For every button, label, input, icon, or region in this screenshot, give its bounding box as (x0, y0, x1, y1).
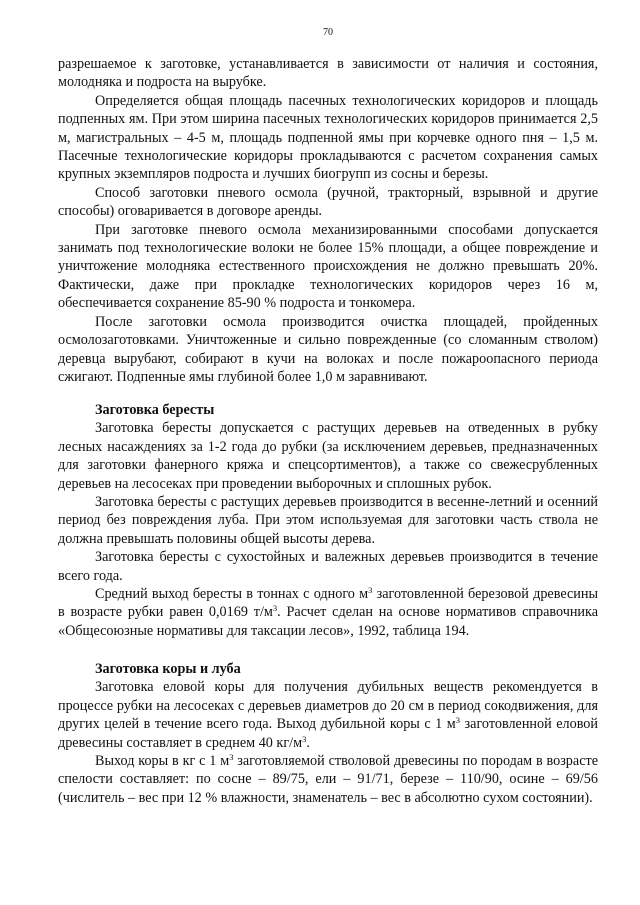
text-run: . (306, 734, 310, 751)
bark-bast-section (58, 660, 598, 807)
superscript: 3 (229, 752, 234, 763)
paragraph-birch-1: Заготовка бересты допускается с растущих деревьев на отведенных в рубку лесных насаждениях за 1-2 года до рубки (за исключением деревьев, предназначенных для заготовки фанерного кряжа и спецсортиментов), а также со свежесрубленных деревьев на лесосеках при проведении выборочных и сплошных рубок. (58, 420, 598, 492)
section-heading-bark-bast: Заготовка коры и луба (95, 661, 241, 677)
superscript: 3 (272, 603, 278, 614)
paragraph-birch-4 (58, 585, 598, 640)
paragraph-bark-1 (58, 678, 598, 752)
text-run: Заготовка еловой коры для получения дубильных веществ рекомендуется в процессе рубки на лесосеках с деревьев диаметров до 20 см в период сокодвижения, для других целей в течение всего года. Выход дубильной коры с 1 м (58, 679, 598, 733)
superscript: 3 (455, 715, 461, 726)
text-run: заготовляемой стволовой древесины по породам в возрасте спелости составляет: по сосне – 89/75, ели – 91/71, березе – 110/90, осине – 69/56 (числитель – вес при 12 % влажности, знаменатель – вес в абсолютно сухом состоянии). (58, 753, 598, 806)
paragraph-birch-3: Заготовка бересты с сухостойных и валежных деревьев производится в течение всего года. (58, 549, 598, 584)
paragraph-intro-5: После заготовки осмола производится очистка площадей, пройденных осмолозаготовками. Уничтоженные и сильно поврежденные (со сломанным стволом) деревца вырубают, собирают в кучи на волоках и после пожароопасного периода сжигают. Подпенные ямы глубиной более 1,0 м заравнивают. (58, 313, 598, 385)
paragraph-intro-3: Способ заготовки пневого осмола (ручной, тракторный, взрывной и другие способы) оговаривается в договоре аренды. (58, 184, 598, 220)
superscript: 3 (302, 733, 307, 744)
paragraph-intro-1: разрешаемое к заготовке, устанавливается в зависимости от наличия и состояния, молодняка и подроста на вырубке. (58, 56, 598, 91)
intro-section (58, 55, 598, 386)
birch-bark-section (58, 401, 598, 640)
section-heading-birch-bark: Заготовка бересты (95, 402, 215, 418)
text-run: заготовленной березовой древесины в возрасте рубки равен 0,0169 т/м (58, 586, 598, 621)
page-number: 70 (323, 27, 333, 38)
paragraph-intro-2: Определяется общая площадь пасечных технологических коридоров и площадь подпенных ям. При этом ширина пасечных технологических коридоров принимается 2,5 м, магистральных – 4-5 м, площадь подпенной ямы при корчевке одного пня – 1,5 м. Пасечные технологические коридоры прокладываются с расчетом сохранения самых крупных экземпляров подроста и лучших биогрупп из сосны и березы. (58, 92, 598, 183)
text-run: . Расчет сделан на основе нормативов справочника «Общесоюзные нормативы для таксации лесов», 1992, таблица 194. (58, 604, 598, 639)
paragraph-bark-2 (58, 752, 598, 807)
paragraph-birch-2: Заготовка бересты с растущих деревьев производится в весенне-летний и осенний период без повреждения луба. При этом используемая для заготовки часть ствола не должна превышать половины общей высоты дерева. (58, 494, 598, 547)
text-run: Средний выход бересты в тоннах с одного м (95, 586, 369, 603)
superscript: 3 (368, 585, 373, 596)
text-run: Выход коры в кг с 1 м (95, 753, 230, 770)
text-run: заготовленной еловой древесины составляет в среднем 40 кг/м (58, 716, 598, 751)
paragraph-intro-4: При заготовке пневого осмола механизированными способами допускается занимать под технологические волоки не более 15% площади, а общее повреждение и уничтожение молодняка естественного происхождения не должно превышать 20%. Фактически, даже при прокладке технологических коридоров через 16 м, обеспечивается сохранение 85-90 % подроста и тонкомера. (58, 221, 598, 312)
